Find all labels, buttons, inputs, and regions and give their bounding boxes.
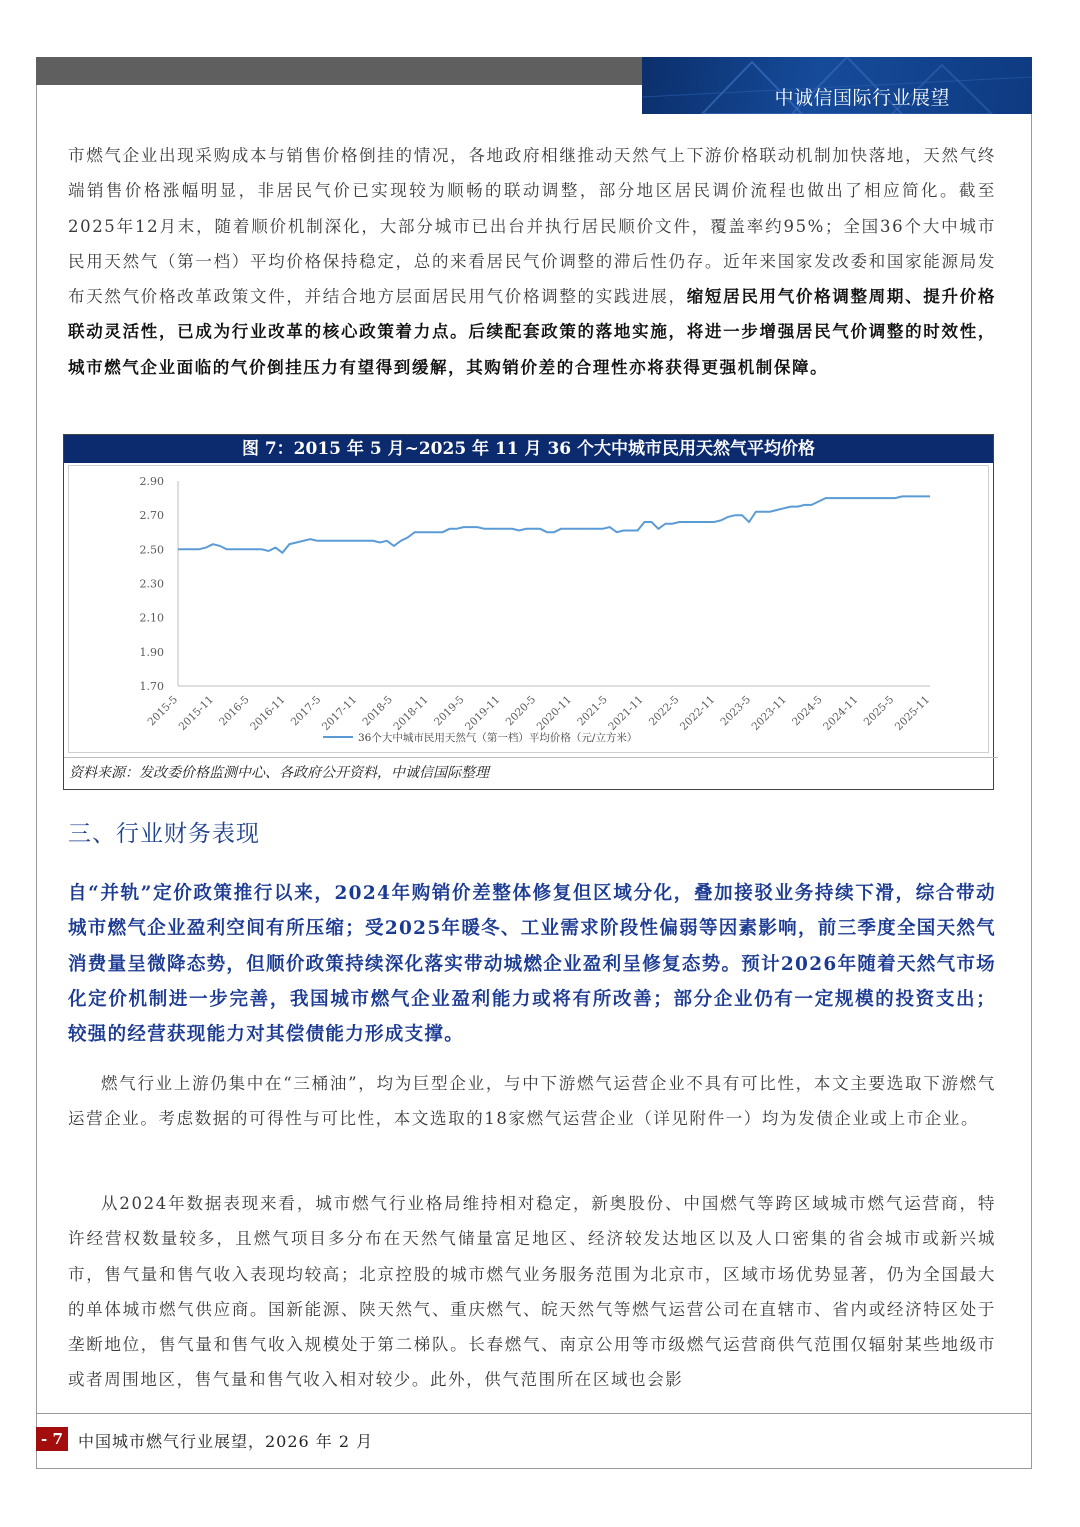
series-line-residential-gas-price (178, 496, 930, 552)
header-bar (36, 57, 642, 85)
figure-source: 资料来源：发改委价格监测中心、各政府公开资料，中诚信国际整理 (64, 757, 998, 791)
y-tick-label: 1.70 (139, 680, 164, 693)
x-tick-label: 2020-11 (534, 693, 575, 733)
footer-text: 中国城市燃气行业展望，2026 年 2 月 (78, 1432, 374, 1451)
x-tick-label: 2019-5 (431, 693, 467, 729)
y-tick-label: 2.90 (139, 475, 164, 488)
y-tick-label: 2.50 (139, 543, 164, 557)
header-title: 中诚信国际行业展望 (774, 87, 950, 109)
x-tick-label: 2021-11 (606, 693, 646, 733)
y-tick-label: 2.70 (139, 509, 164, 523)
figure-7 (63, 434, 994, 790)
y-tick-label: 2.30 (139, 577, 164, 591)
x-tick-label: 2018-5 (360, 693, 395, 729)
intro-paragraph (68, 138, 996, 385)
intro-bold-text: 缩短居民用气价格调整周期、提升价格联动灵活性，已成为行业改革的核心政策着力点。后续配套政策的落地实施，将进一步增强居民气价调整的时效性，城市燃气企业面临的气价倒挂压力有望得到缓解，其购销价差的合理性亦将获得更强机制保障。 (68, 287, 996, 377)
section-summary: 自“并轨”定价政策推行以来，2024年购销价差整体修复但区域分化，叠加接驳业务持续下滑，综合带动城市燃气企业盈利空间有所压缩；受2025年暖冬、工业需求阶段性偏弱等因素影响，前三季度全国天然气消费量呈微降态势，但顺价政策持续深化落实带动城燃企业盈利呈修复态势。预计2026年随着天然气市场化定价机制进一步完善，我国城市燃气企业盈利能力或将有所改善；部分企业仍有一定规模的投资支出；较强的经营获现能力对其偿债能力形成支撑。 (68, 883, 996, 1046)
legend-label: 36个大中城市民用天然气（第一档）平均价格（元/立方米） (358, 732, 638, 744)
intro-normal-text: 市燃气企业出现采购成本与销售价格倒挂的情况，各地政府相继推动天然气上下游价格联动机制加快落地，天然气终端销售价格涨幅明显，非居民气价已实现较为顺畅的联动调整，部分地区居民调价流程也做出了相应简化。截至2025年12月末，随着顺价机制深化，大部分城市已出台并执行居民顺价文件，覆盖率约95%；全国36个大中城市民用天然气（第一档）平均价格保持稳定，总的来看居民气价调整的滞后性仍存。近年来国家发改委和国家能源局发布天然气价格改革政策文件，并结合地方层面居民用气价格调整的实践进展， (68, 146, 996, 307)
x-tick-label: 2017-5 (288, 693, 324, 729)
x-tick-label: 2017-11 (319, 693, 360, 733)
x-tick-label: 2015-5 (145, 693, 181, 729)
chart-area (68, 465, 989, 753)
y-tick-label: 1.90 (139, 645, 164, 659)
body-paragraph-2: 从2024年数据表现来看，城市燃气行业格局维持相对稳定，新奥股份、中国燃气等跨区域城市燃气运营商，特许经营权数量较多，且燃气项目多分布在天然气储量富足地区、经济较发达地区以及人口密集的省会城市或新兴城市，售气量和售气收入表现均较高；北京控股的城市燃气业务服务范围为北京市，区域市场优势显著，仍为全国最大的单体城市燃气供应商。国新能源、陕天然气、重庆燃气、皖天然气等燃气运营公司在直辖市、省内或经济特区处于垄断地位，售气量和售气收入规模处于第二梯队。长春燃气、南京公用等市级燃气运营商供气范围仅辐射某些地级市或者周围地区，售气量和售气收入相对较少。此外，供气范围所在区域也会影 (68, 1194, 996, 1390)
x-tick-label: 2022-11 (677, 693, 718, 733)
x-tick-label: 2016-5 (217, 693, 252, 729)
body-paragraph-1: 燃气行业上游仍集中在“三桶油”，均为巨型企业，与中下游燃气运营企业不具有可比性，本文主要选取下游燃气运营企业。考虑数据的可得性与可比性，本文选取的18家燃气运营企业（详见附件一）均为发债企业或上市企业。 (68, 1074, 996, 1129)
x-tick-label: 2023-5 (718, 693, 754, 729)
x-tick-label: 2020-5 (503, 693, 539, 729)
x-tick-label: 2019-11 (463, 693, 503, 733)
x-tick-label: 2024-11 (821, 693, 861, 733)
section-title: 三、行业财务表现 (68, 821, 260, 847)
header-banner (642, 57, 1032, 114)
line-chart (69, 466, 988, 752)
x-tick-label: 2022-5 (646, 693, 682, 729)
x-tick-label: 2025-5 (861, 693, 897, 729)
x-tick-label: 2018-11 (391, 693, 431, 733)
x-tick-label: 2025-11 (892, 693, 933, 733)
y-tick-label: 2.10 (139, 611, 164, 625)
footer-divider (36, 1413, 1032, 1414)
x-tick-label: 2016-11 (248, 693, 288, 733)
x-tick-label: 2023-11 (749, 693, 789, 733)
x-tick-label: 2021-5 (575, 693, 610, 729)
x-tick-label: 2015-11 (176, 693, 216, 733)
page-number: - 7 - (36, 1427, 68, 1451)
x-tick-label: 2024-5 (790, 693, 825, 729)
figure-title: 图 7：2015 年 5 月~2025 年 11 月 36 个大中城市民用天然气平均价格 (64, 435, 993, 463)
